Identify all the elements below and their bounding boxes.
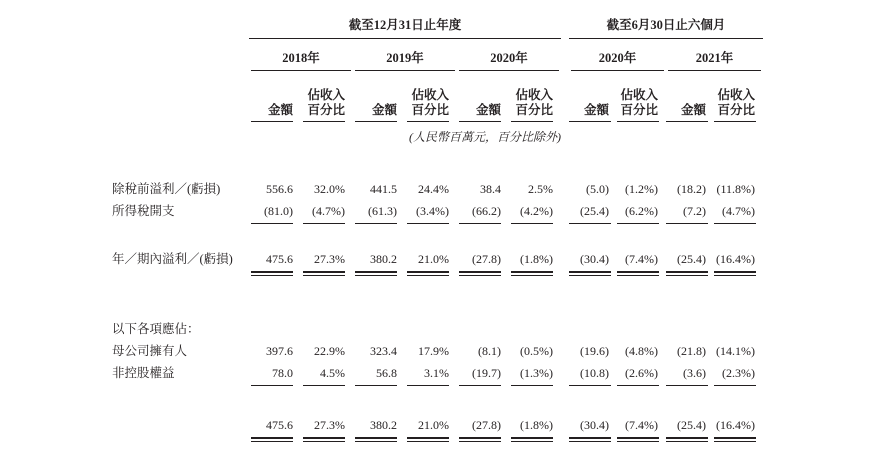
- value-cell: (7.2): [666, 204, 714, 240]
- value-cell: (2.6%): [617, 366, 666, 402]
- value-cell: (14.1%): [716, 344, 756, 358]
- value-cell: (1.3%): [509, 366, 561, 402]
- year-label: 2020年: [571, 51, 664, 71]
- row-income-tax-expense: [112, 204, 763, 240]
- spacer: [112, 38, 249, 71]
- col-header-amount: [666, 71, 714, 122]
- spacer-row: [112, 152, 763, 182]
- pct-label-line2: 百分比: [307, 103, 345, 117]
- value-cell: 556.6: [266, 182, 293, 196]
- value-cell: 380.2: [353, 252, 405, 290]
- col-header-amount: [569, 71, 617, 122]
- year-header-2019: [353, 38, 457, 71]
- column-gap: [561, 344, 569, 366]
- col-header-pct: [509, 71, 561, 122]
- column-gap: [561, 204, 569, 240]
- row-label: 所得稅開支: [112, 204, 175, 218]
- column-gap: [561, 182, 569, 204]
- value-cell: (30.4): [569, 252, 617, 290]
- value-cell: (7.4%): [617, 252, 666, 290]
- value-cell: (4.7%): [714, 204, 763, 240]
- year-header-2020-interim: [569, 38, 666, 71]
- row-label: 以下各項應佔：: [112, 322, 200, 336]
- value-cell: (19.7): [457, 366, 509, 402]
- value-cell: (1.2%): [625, 182, 659, 196]
- column-header-row: [112, 71, 763, 122]
- value-cell: (3.4%): [405, 204, 457, 240]
- period-header-interim: 截至6月30日止六個月: [569, 16, 763, 38]
- row-total: [112, 418, 763, 454]
- row-label: 除稅前溢利／(虧損): [112, 182, 221, 196]
- spacer-row: [112, 402, 763, 418]
- value-cell: 21.0%: [405, 418, 457, 454]
- pct-label-line1: 佔收入: [717, 88, 756, 102]
- units-note: (人民幣百萬元，百分比除外): [409, 129, 562, 144]
- value-cell: (18.2): [677, 182, 707, 196]
- value-cell: 475.6: [249, 252, 301, 290]
- row-label: 非控股權益: [112, 366, 175, 380]
- column-gap: [561, 38, 569, 71]
- amount-label: 金額: [371, 103, 397, 117]
- amount-label: 金額: [681, 103, 707, 117]
- pct-label-line1: 佔收入: [411, 88, 449, 102]
- value-cell: 22.9%: [314, 344, 345, 358]
- value-cell: 27.3%: [301, 252, 353, 290]
- pct-label-line2: 百分比: [515, 103, 554, 117]
- pct-label-line2: 百分比: [717, 103, 756, 117]
- value-cell: (4.8%): [625, 344, 659, 358]
- spacer: [112, 71, 249, 122]
- row-label: 年／期內溢利／(虧損): [112, 252, 233, 266]
- value-cell: (0.5%): [520, 344, 554, 358]
- value-cell: 17.9%: [418, 344, 449, 358]
- column-gap: [561, 16, 569, 38]
- value-cell: 323.4: [370, 344, 397, 358]
- pct-label-line1: 佔收入: [620, 88, 659, 102]
- column-gap: [561, 418, 569, 454]
- value-cell: (4.7%): [301, 204, 353, 240]
- pct-label-line2: 百分比: [411, 103, 449, 117]
- value-cell: (5.0): [586, 182, 610, 196]
- col-header-pct: [714, 71, 763, 122]
- period-header-row: [112, 16, 763, 38]
- value-cell: (7.4%): [617, 418, 666, 454]
- row-owners-of-parent: [112, 344, 763, 366]
- value-cell: 38.4: [480, 182, 501, 196]
- value-cell: (19.6): [580, 344, 610, 358]
- value-cell: 397.6: [266, 344, 293, 358]
- value-cell: (6.2%): [617, 204, 666, 240]
- year-label: 2020年: [459, 51, 559, 71]
- col-header-pct: [617, 71, 666, 122]
- column-gap: [561, 366, 569, 402]
- row-profit-for-year-period: [112, 252, 763, 290]
- year-header-2021-interim: [666, 38, 763, 71]
- financial-summary-table: [112, 16, 763, 454]
- year-label: 2021年: [668, 51, 761, 71]
- value-cell: (81.0): [249, 204, 301, 240]
- col-header-pct: [405, 71, 457, 122]
- spacer: [112, 16, 249, 38]
- pct-label-line1: 佔收入: [515, 88, 554, 102]
- column-gap: [561, 252, 569, 290]
- value-cell: (21.8): [677, 344, 707, 358]
- value-cell: 441.5: [370, 182, 397, 196]
- row-profit-before-tax: [112, 182, 763, 204]
- value-cell: (27.8): [457, 418, 509, 454]
- value-cell: (30.4): [569, 418, 617, 454]
- value-cell: 27.3%: [301, 418, 353, 454]
- value-cell: (1.8%): [509, 252, 561, 290]
- value-cell: (11.8%): [716, 182, 756, 196]
- units-note-row: [112, 122, 763, 152]
- value-cell: 32.0%: [314, 182, 345, 196]
- col-header-amount: [249, 71, 301, 122]
- period-header-annual: 截至12月31日止年度: [249, 16, 561, 38]
- value-cell: 2.5%: [528, 182, 554, 196]
- row-attributable-heading: [112, 322, 763, 344]
- value-cell: (4.2%): [509, 204, 561, 240]
- value-cell: 56.8: [353, 366, 405, 402]
- year-header-2020: [457, 38, 561, 71]
- value-cell: (3.6): [666, 366, 714, 402]
- value-cell: 380.2: [353, 418, 405, 454]
- pct-label-line2: 百分比: [620, 103, 659, 117]
- value-cell: 21.0%: [405, 252, 457, 290]
- value-cell: (1.8%): [509, 418, 561, 454]
- value-cell: (66.2): [457, 204, 509, 240]
- col-header-amount: [457, 71, 509, 122]
- year-header-2018: [249, 38, 353, 71]
- row-non-controlling-interests: [112, 366, 763, 402]
- value-cell: (25.4): [569, 204, 617, 240]
- value-cell: 78.0: [249, 366, 301, 402]
- value-cell: (2.3%): [714, 366, 763, 402]
- value-cell: (25.4): [666, 418, 714, 454]
- spacer-row: [112, 290, 763, 322]
- value-cell: 4.5%: [301, 366, 353, 402]
- row-label: [112, 418, 249, 454]
- amount-label: 金額: [584, 103, 610, 117]
- col-header-amount: [353, 71, 405, 122]
- value-cell: (27.8): [457, 252, 509, 290]
- spacer: [561, 122, 763, 152]
- value-cell: (10.8): [569, 366, 617, 402]
- year-label: 2019年: [355, 51, 455, 71]
- value-cell: (16.4%): [714, 418, 763, 454]
- amount-label: 金額: [475, 103, 501, 117]
- year-label: 2018年: [251, 51, 351, 71]
- row-label: 母公司擁有人: [112, 344, 188, 358]
- pct-label-line1: 佔收入: [307, 88, 345, 102]
- value-cell: (61.3): [353, 204, 405, 240]
- value-cell: 3.1%: [405, 366, 457, 402]
- column-gap: [561, 71, 569, 122]
- spacer-row: [112, 240, 763, 252]
- col-header-pct: [301, 71, 353, 122]
- value-cell: 24.4%: [418, 182, 449, 196]
- value-cell: (8.1): [478, 344, 501, 358]
- value-cell: 475.6: [249, 418, 301, 454]
- value-cell: (25.4): [666, 252, 714, 290]
- amount-label: 金額: [267, 103, 293, 117]
- year-header-row: [112, 38, 763, 71]
- value-cell: (16.4%): [714, 252, 763, 290]
